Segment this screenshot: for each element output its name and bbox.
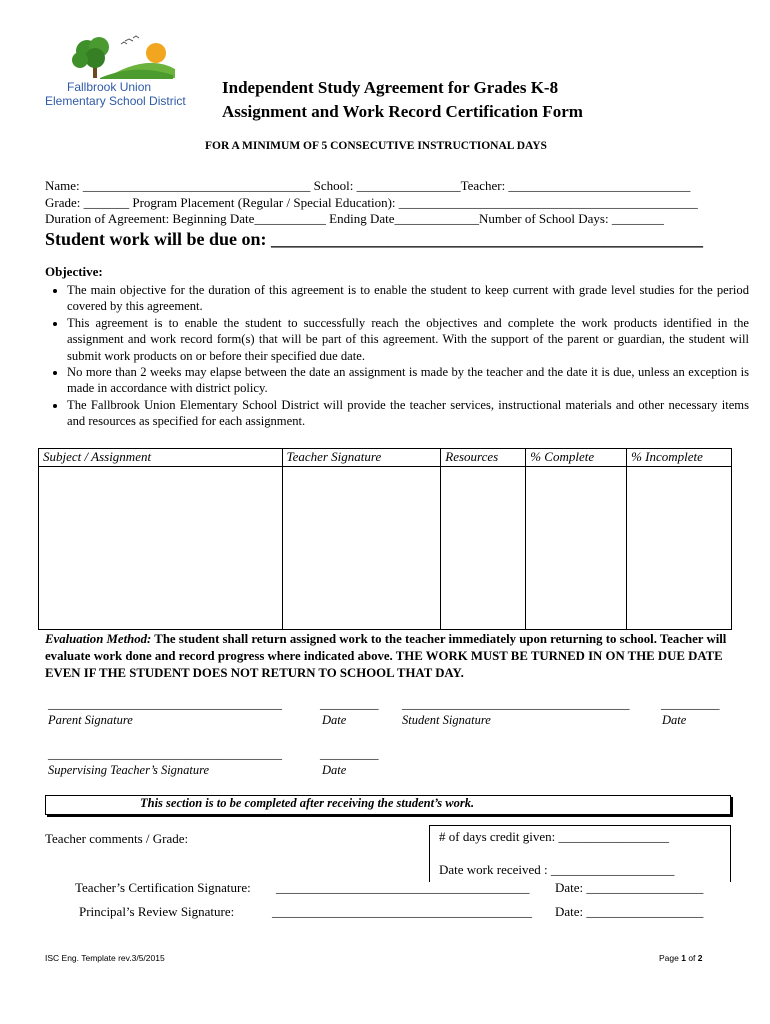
district-logo	[45, 33, 215, 113]
col-resources: Resources	[441, 449, 526, 467]
col-teacher-signature: Teacher Signature	[282, 449, 441, 467]
student-signature-caption: Student Signature	[402, 713, 491, 727]
page-total: 2	[697, 953, 703, 963]
cell-resources[interactable]	[441, 467, 526, 630]
grade-program-row[interactable]: Grade: _______ Program Placement (Regular / Special Education): ______________________________________________	[45, 195, 698, 210]
parent-date-line[interactable]: _________	[320, 696, 379, 711]
logo-line2: Elementary School District	[45, 94, 186, 108]
parent-signature-caption: Parent Signature	[48, 713, 133, 727]
supervising-signature-caption: Supervising Teacher’s Signature	[48, 763, 210, 777]
page-of: of	[685, 953, 698, 963]
objective-heading: Objective:	[45, 264, 103, 279]
page-subtitle: FOR A MINIMUM OF 5 CONSECUTIVE INSTRUCTIONAL DAYS	[205, 140, 547, 152]
teacher-comments-label: Teacher comments / Grade:	[45, 831, 189, 846]
evaluation-text: The student shall return assigned work to the teacher immediately upon returning to school. Teacher will evaluate work done and record progress where indicated above. THE WORK MUST BE TURNED IN ON THE DUE DATE EVEN IF THE STUDENT DOES NOT RETURN TO SCHOOL THAT DAY.	[45, 632, 727, 680]
supervising-date-line[interactable]: _________	[320, 746, 379, 761]
student-date-caption: Date	[662, 713, 687, 727]
objective-item: • No more than 2 weeks may elapse between the date an assignment is made by the teacher and the date it is due, unless an exception is made in accordance with district policy.	[67, 364, 749, 397]
table-row[interactable]	[39, 467, 732, 630]
parent-date-caption: Date	[322, 713, 347, 727]
cell-subject[interactable]	[39, 467, 283, 630]
page-title-line2: Assignment and Work Record Certification Form	[222, 102, 583, 121]
page-prefix: Page	[659, 953, 682, 963]
principal-label: Principal’s Review Signature:	[79, 904, 235, 919]
objective-item: • The main objective for the duration of this agreement is to enable the student to keep current with grade level studies for the period covered by this agreement.	[67, 282, 749, 315]
cell-teacher-signature[interactable]	[282, 467, 441, 630]
principal-date-field[interactable]: Date: __________________	[555, 904, 704, 919]
date-received-field[interactable]: Date work received : ___________________	[439, 862, 675, 877]
student-date-line[interactable]: _________	[661, 696, 720, 711]
col-subject-assignment: Subject / Assignment	[39, 449, 283, 467]
principal-signature-line[interactable]: ________________________________________	[272, 904, 532, 919]
template-version: ISC Eng. Template rev.3/5/2015	[45, 953, 165, 963]
name-school-teacher-row[interactable]: Name: ___________________________________ School: ________________Teacher: ____________________________	[45, 178, 691, 193]
evaluation-label: Evaluation Method:	[45, 632, 152, 646]
student-signature-line[interactable]: ___________________________________	[402, 696, 630, 711]
certification-label: Teacher’s Certification Signature:	[75, 880, 251, 895]
completion-banner: This section is to be completed after receiving the student’s work.	[140, 796, 475, 810]
supervising-date-caption: Date	[322, 763, 347, 777]
evaluation-method	[45, 631, 735, 682]
objective-item: • This agreement is to enable the student to successfully reach the objectives and complete the work products identified in the assignment and work record form(s) that will be part of this agreement. With the support of the parent or guardian, the student will submit work products on or before their specified due date.	[67, 315, 749, 364]
cell-complete[interactable]	[526, 467, 627, 630]
certification-signature-line[interactable]: _______________________________________	[276, 880, 530, 895]
due-date-line[interactable]: Student work will be due on: ________________________________________________	[45, 229, 704, 249]
logo-line1: Fallbrook Union	[67, 80, 152, 94]
cell-incomplete[interactable]	[627, 467, 732, 630]
duration-row[interactable]: Duration of Agreement: Beginning Date___________ Ending Date_____________Number of School Days: ________	[45, 211, 664, 226]
col-percent-incomplete: % Incomplete	[627, 449, 732, 467]
assignment-table	[38, 448, 732, 630]
objective-item: • The Fallbrook Union Elementary School District will provide the teacher services, instructional materials and other necessary items and resources as specified for each assignment.	[67, 397, 749, 430]
page-current: 1	[681, 953, 686, 963]
col-percent-complete: % Complete	[526, 449, 627, 467]
page-number	[659, 953, 703, 963]
certification-date-field[interactable]: Date: __________________	[555, 880, 704, 895]
days-credit-field[interactable]: # of days credit given: _________________	[439, 829, 669, 844]
supervising-signature-line[interactable]: ____________________________________	[48, 746, 282, 761]
objective-list	[45, 282, 749, 430]
page-title: Independent Study Agreement for Grades K-8	[222, 78, 559, 97]
parent-signature-line[interactable]: ____________________________________	[48, 696, 282, 711]
